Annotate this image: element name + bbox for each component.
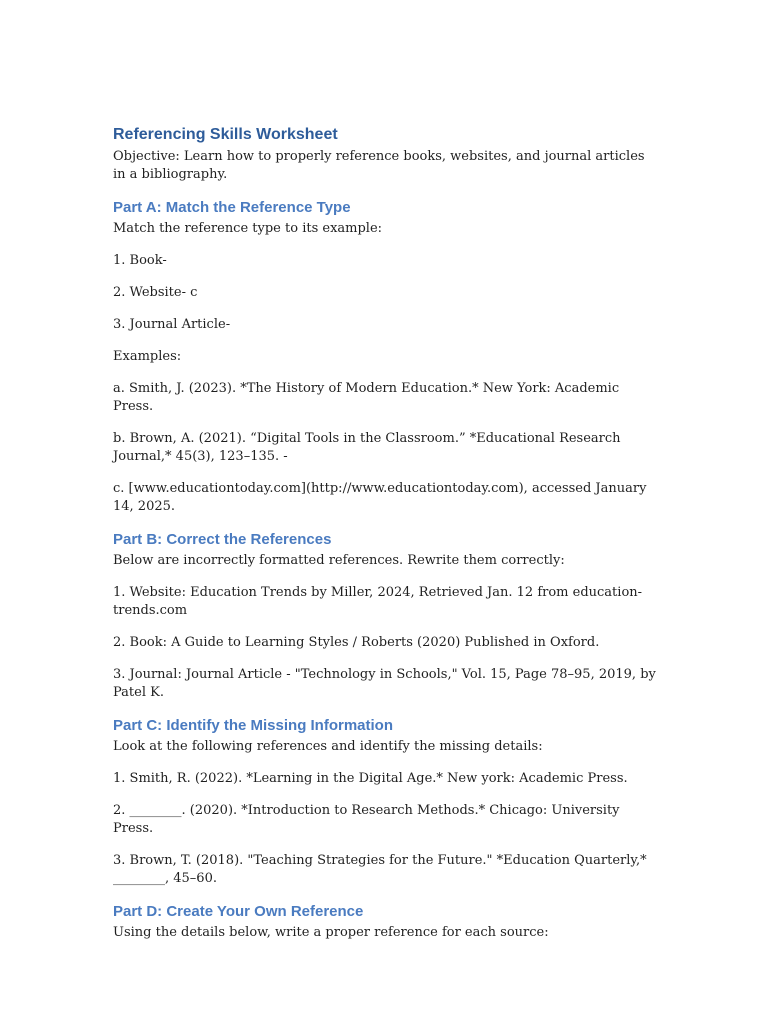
worksheet-title: Referencing Skills Worksheet	[113, 126, 338, 143]
part-b-item: 2. Book: A Guide to Learning Styles / Roberts (2020) Published in Oxford.	[113, 635, 600, 650]
part-b-item: 1. Website: Education Trends by Miller, 2024, Retrieved Jan. 12 from education-trends.com	[113, 585, 643, 618]
part-b-instruction: Below are incorrectly formatted references. Rewrite them correctly:	[113, 553, 565, 568]
part-c-item: 2. ________. (2020). *Introduction to Research Methods.* Chicago: University Press.	[113, 803, 620, 836]
part-b-item: 3. Journal: Journal Article - "Technology in Schools," Vol. 15, Page 78–95, 2019, by Patel K.	[113, 667, 656, 700]
part-a-section	[113, 198, 658, 516]
objective-text: Objective: Learn how to properly reference books, websites, and journal articles in a bibliography.	[113, 149, 645, 182]
example-item: c. [www.educationtoday.com](http://www.educationtoday.com), accessed January 14, 2025.	[113, 481, 647, 514]
part-c-item: 3. Brown, T. (2018). "Teaching Strategies for the Future." *Education Quarterly,* ________, 45–60.	[113, 853, 647, 886]
examples-label: Examples:	[113, 349, 182, 364]
part-d-section	[113, 902, 658, 942]
part-a-item: 1. Book-	[113, 253, 167, 268]
part-a-item: 2. Website- c	[113, 285, 198, 300]
part-a-item: 3. Journal Article-	[113, 317, 231, 332]
example-item: a. Smith, J. (2023). *The History of Modern Education.* New York: Academic Press.	[113, 381, 620, 414]
part-a-instruction: Match the reference type to its example:	[113, 221, 383, 236]
part-b-heading: Part B: Correct the References	[113, 531, 332, 548]
example-item: b. Brown, A. (2021). “Digital Tools in the Classroom.” *Educational Research Journal,* 45(3), 123–135. -	[113, 431, 621, 464]
worksheet-page	[113, 124, 658, 956]
part-c-heading: Part C: Identify the Missing Information	[113, 717, 394, 734]
part-c-section	[113, 716, 658, 888]
part-c-item: 1. Smith, R. (2022). *Learning in the Digital Age.* New york: Academic Press.	[113, 771, 628, 786]
part-c-instruction: Look at the following references and identify the missing details:	[113, 739, 543, 754]
part-d-instruction: Using the details below, write a proper reference for each source:	[113, 925, 549, 940]
part-a-heading: Part A: Match the Reference Type	[113, 199, 351, 216]
part-d-heading: Part D: Create Your Own Reference	[113, 903, 364, 920]
part-b-section	[113, 530, 658, 702]
